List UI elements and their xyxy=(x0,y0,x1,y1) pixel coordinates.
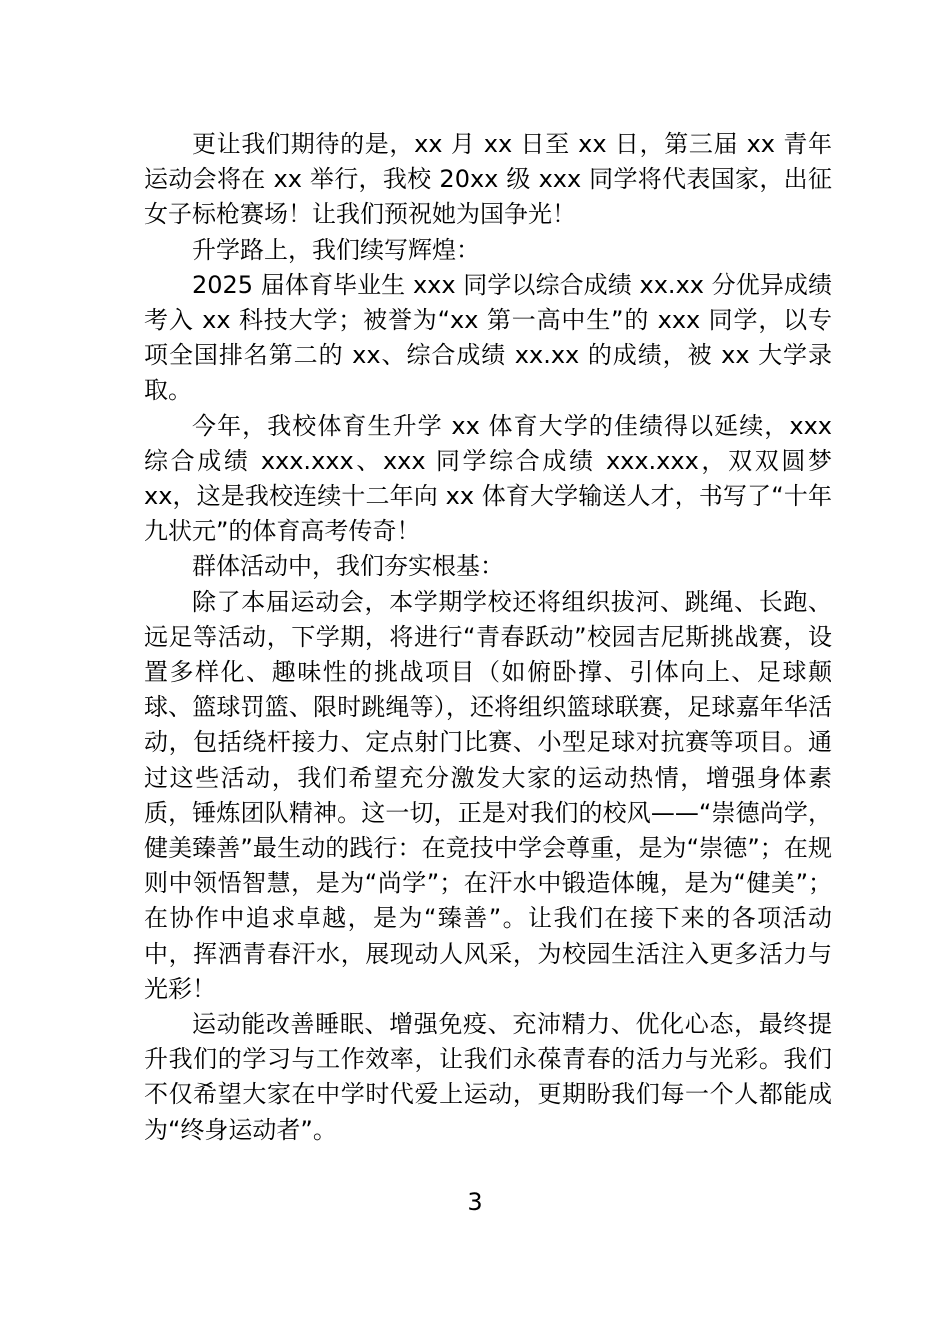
paragraph-graduates: 2025 届体育毕业生 xxx 同学以综合成绩 xx.xx 分优异成绩考入 xx 科技大学；被誉为“xx 第一高中生”的 xxx 同学，以专项全国排名第二的 xx、综合成绩 xx.xx 的成绩，被 xx 大学录取。 xyxy=(144,270,832,405)
document-body xyxy=(144,127,832,1148)
paragraph-exercise-benefits: 运动能改善睡眠、增强免疫、充沛精力、优化心态，最终提升我们的学习与工作效率，让我们永葆青春的活力与光彩。我们不仅希望大家在中学时代爱上运动，更期盼我们每一个人都能成为“终身运动者”。 xyxy=(144,1010,832,1144)
paragraph-admission-heading: 升学路上，我们续写辉煌： xyxy=(192,235,480,264)
paragraph-activities: 除了本届运动会，本学期学校还将组织拔河、跳绳、长跑、远足等活动，下学期，将进行“青春跃动”校园吉尼斯挑战赛，设置多样化、趣味性的挑战项目（如俯卧撑、引体向上、足球颠球、篮球罚篮、限时跳绳等），还将组织篮球联赛，足球嘉年华活动，包括绕杆接力、定点射门比赛、小型足球对抗赛等项目。通过这些活动，我们希望充分激发大家的运动热情，增强身体素质，锤炼团队精神。这一切，正是对我们的校风——“崇德尚学，健美臻善”最生动的践行：在竞技中学会尊重，是为“崇德”；在规则中领悟智慧，是为“尚学”；在汗水中锻造体魄，是为“健美”；在协作中追求卓越，是为“臻善”。让我们在接下来的各项活动中，挥洒青春汗水，展现动人风采，为校园生活注入更多活力与光彩！ xyxy=(144,587,832,1003)
paragraph-youth-games: 更让我们期待的是，xx 月 xx 日至 xx 日，第三届 xx 青年运动会将在 xx 举行，我校 20xx 级 xxx 同学将代表国家，出征女子标枪赛场！让我们预祝她为国争光！ xyxy=(144,130,832,229)
paragraph-sports-university: 今年，我校体育生升学 xx 体育大学的佳绩得以延续，xxx 综合成绩 xxx.xxx、xxx 同学综合成绩 xxx.xxx，双双圆梦 xx，这是我校连续十二年向 xx 体育大学输送人才，书写了“十年九状元”的体育高考传奇！ xyxy=(144,411,832,546)
paragraph-group-activities-heading: 群体活动中，我们夯实根基： xyxy=(192,552,504,581)
page-number: 3 xyxy=(467,1188,483,1216)
